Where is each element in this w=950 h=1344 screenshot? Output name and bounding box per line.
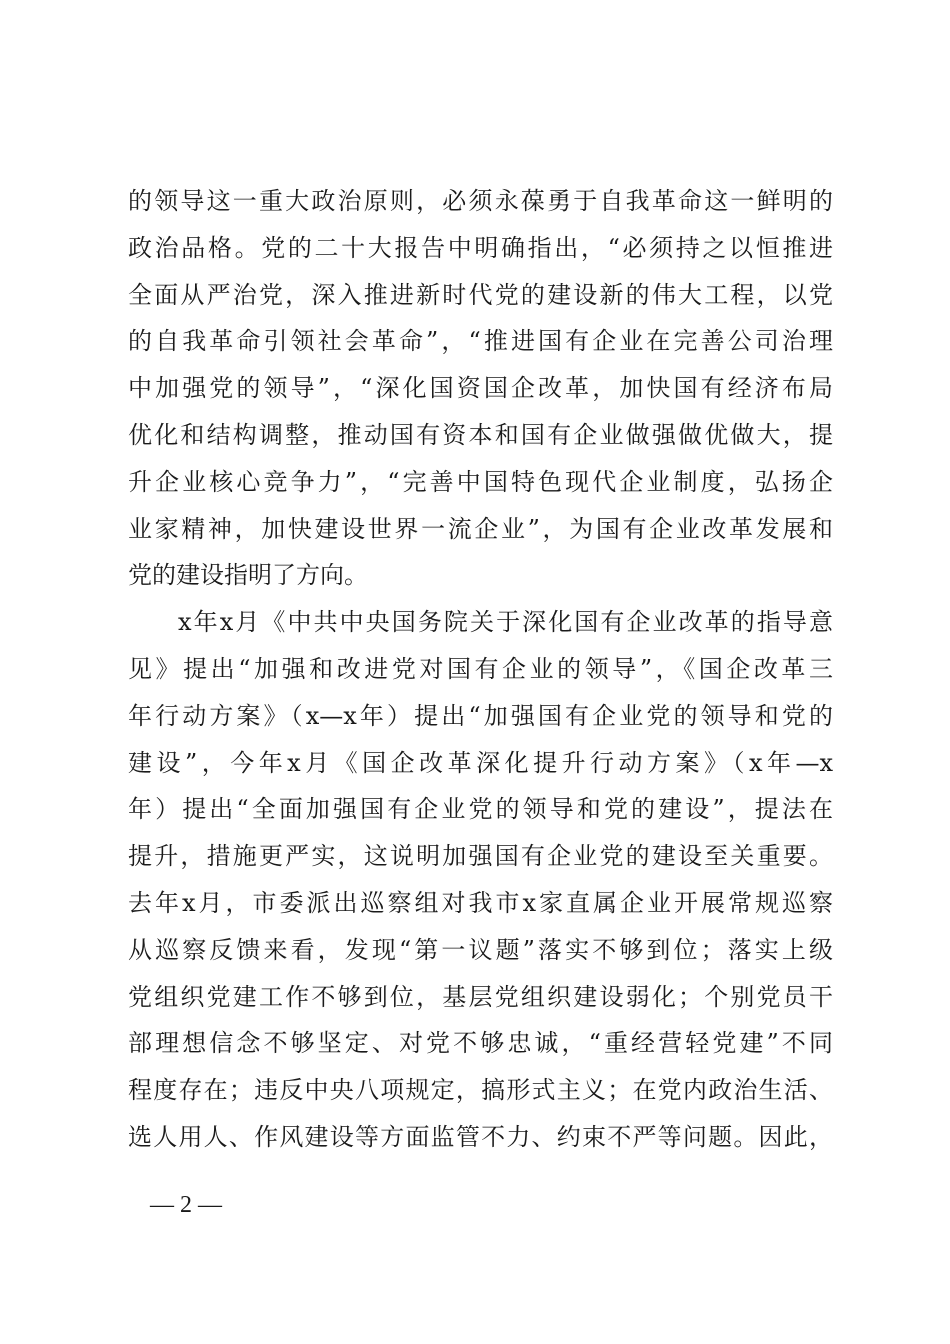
text-line: 部理想信念不够坚定、对党不够忠诚，“重经营轻党建”不同	[128, 1029, 833, 1058]
text-line: 见》提出“加强和改进党对国有企业的领导”，《国企改革三	[128, 654, 833, 683]
text-line: 全面从严治党，深入推进新时代党的建设新的伟大工程，以党	[128, 280, 833, 309]
text-line: 的自我革命引领社会革命”，“推进国有企业在完善公司治理	[128, 327, 833, 356]
text-line: 升企业核心竞争力”，“完善中国特色现代企业制度，弘扬企	[128, 467, 833, 496]
text-line: 从巡察反馈来看，发现“第一议题”落实不够到位；落实上级	[128, 935, 833, 964]
text-line: 程度存在；违反中央八项规定，搞形式主义；在党内政治生活、	[128, 1076, 833, 1105]
body-text	[128, 178, 833, 1161]
text-line: 年）提出“全面加强国有企业党的领导和党的建设”，提法在	[128, 795, 833, 824]
text-line: 的领导这一重大政治原则，必须永葆勇于自我革命这一鲜明的	[128, 187, 833, 215]
text-line: 党的建设指明了方向。	[128, 561, 368, 590]
text-line: 提升，措施更严实，这说明加强国有企业党的建设至关重要。	[128, 842, 833, 871]
page-number: — 2 —	[150, 1192, 222, 1218]
text-line: 党组织党建工作不够到位，基层党组织建设弱化；个别党员干	[128, 982, 833, 1011]
text-line: 业家精神，加快建设世界一流企业”，为国有企业改革发展和	[128, 514, 833, 543]
text-line: 去年x月，市委派出巡察组对我市x家直属企业开展常规巡察	[128, 888, 833, 917]
text-line: 优化和结构调整，推动国有资本和国有企业做强做优做大，提	[128, 420, 833, 449]
text-line: 中加强党的领导”，“深化国资国企改革，加快国有经济布局	[128, 374, 833, 403]
text-line: 建设”，今年x月《国企改革深化提升行动方案》（x年—x	[128, 748, 833, 777]
text-line: 年行动方案》（x—x年）提出“加强国有企业党的领导和党的	[128, 701, 833, 730]
text-line: 选人用人、作风建设等方面监管不力、约束不严等问题。因此，	[128, 1122, 833, 1151]
text-line: 政治品格。党的二十大报告中明确指出，“必须持之以恒推进	[128, 233, 833, 262]
text-line: x年x月《中共中央国务院关于深化国有企业改革的指导意	[178, 608, 833, 637]
